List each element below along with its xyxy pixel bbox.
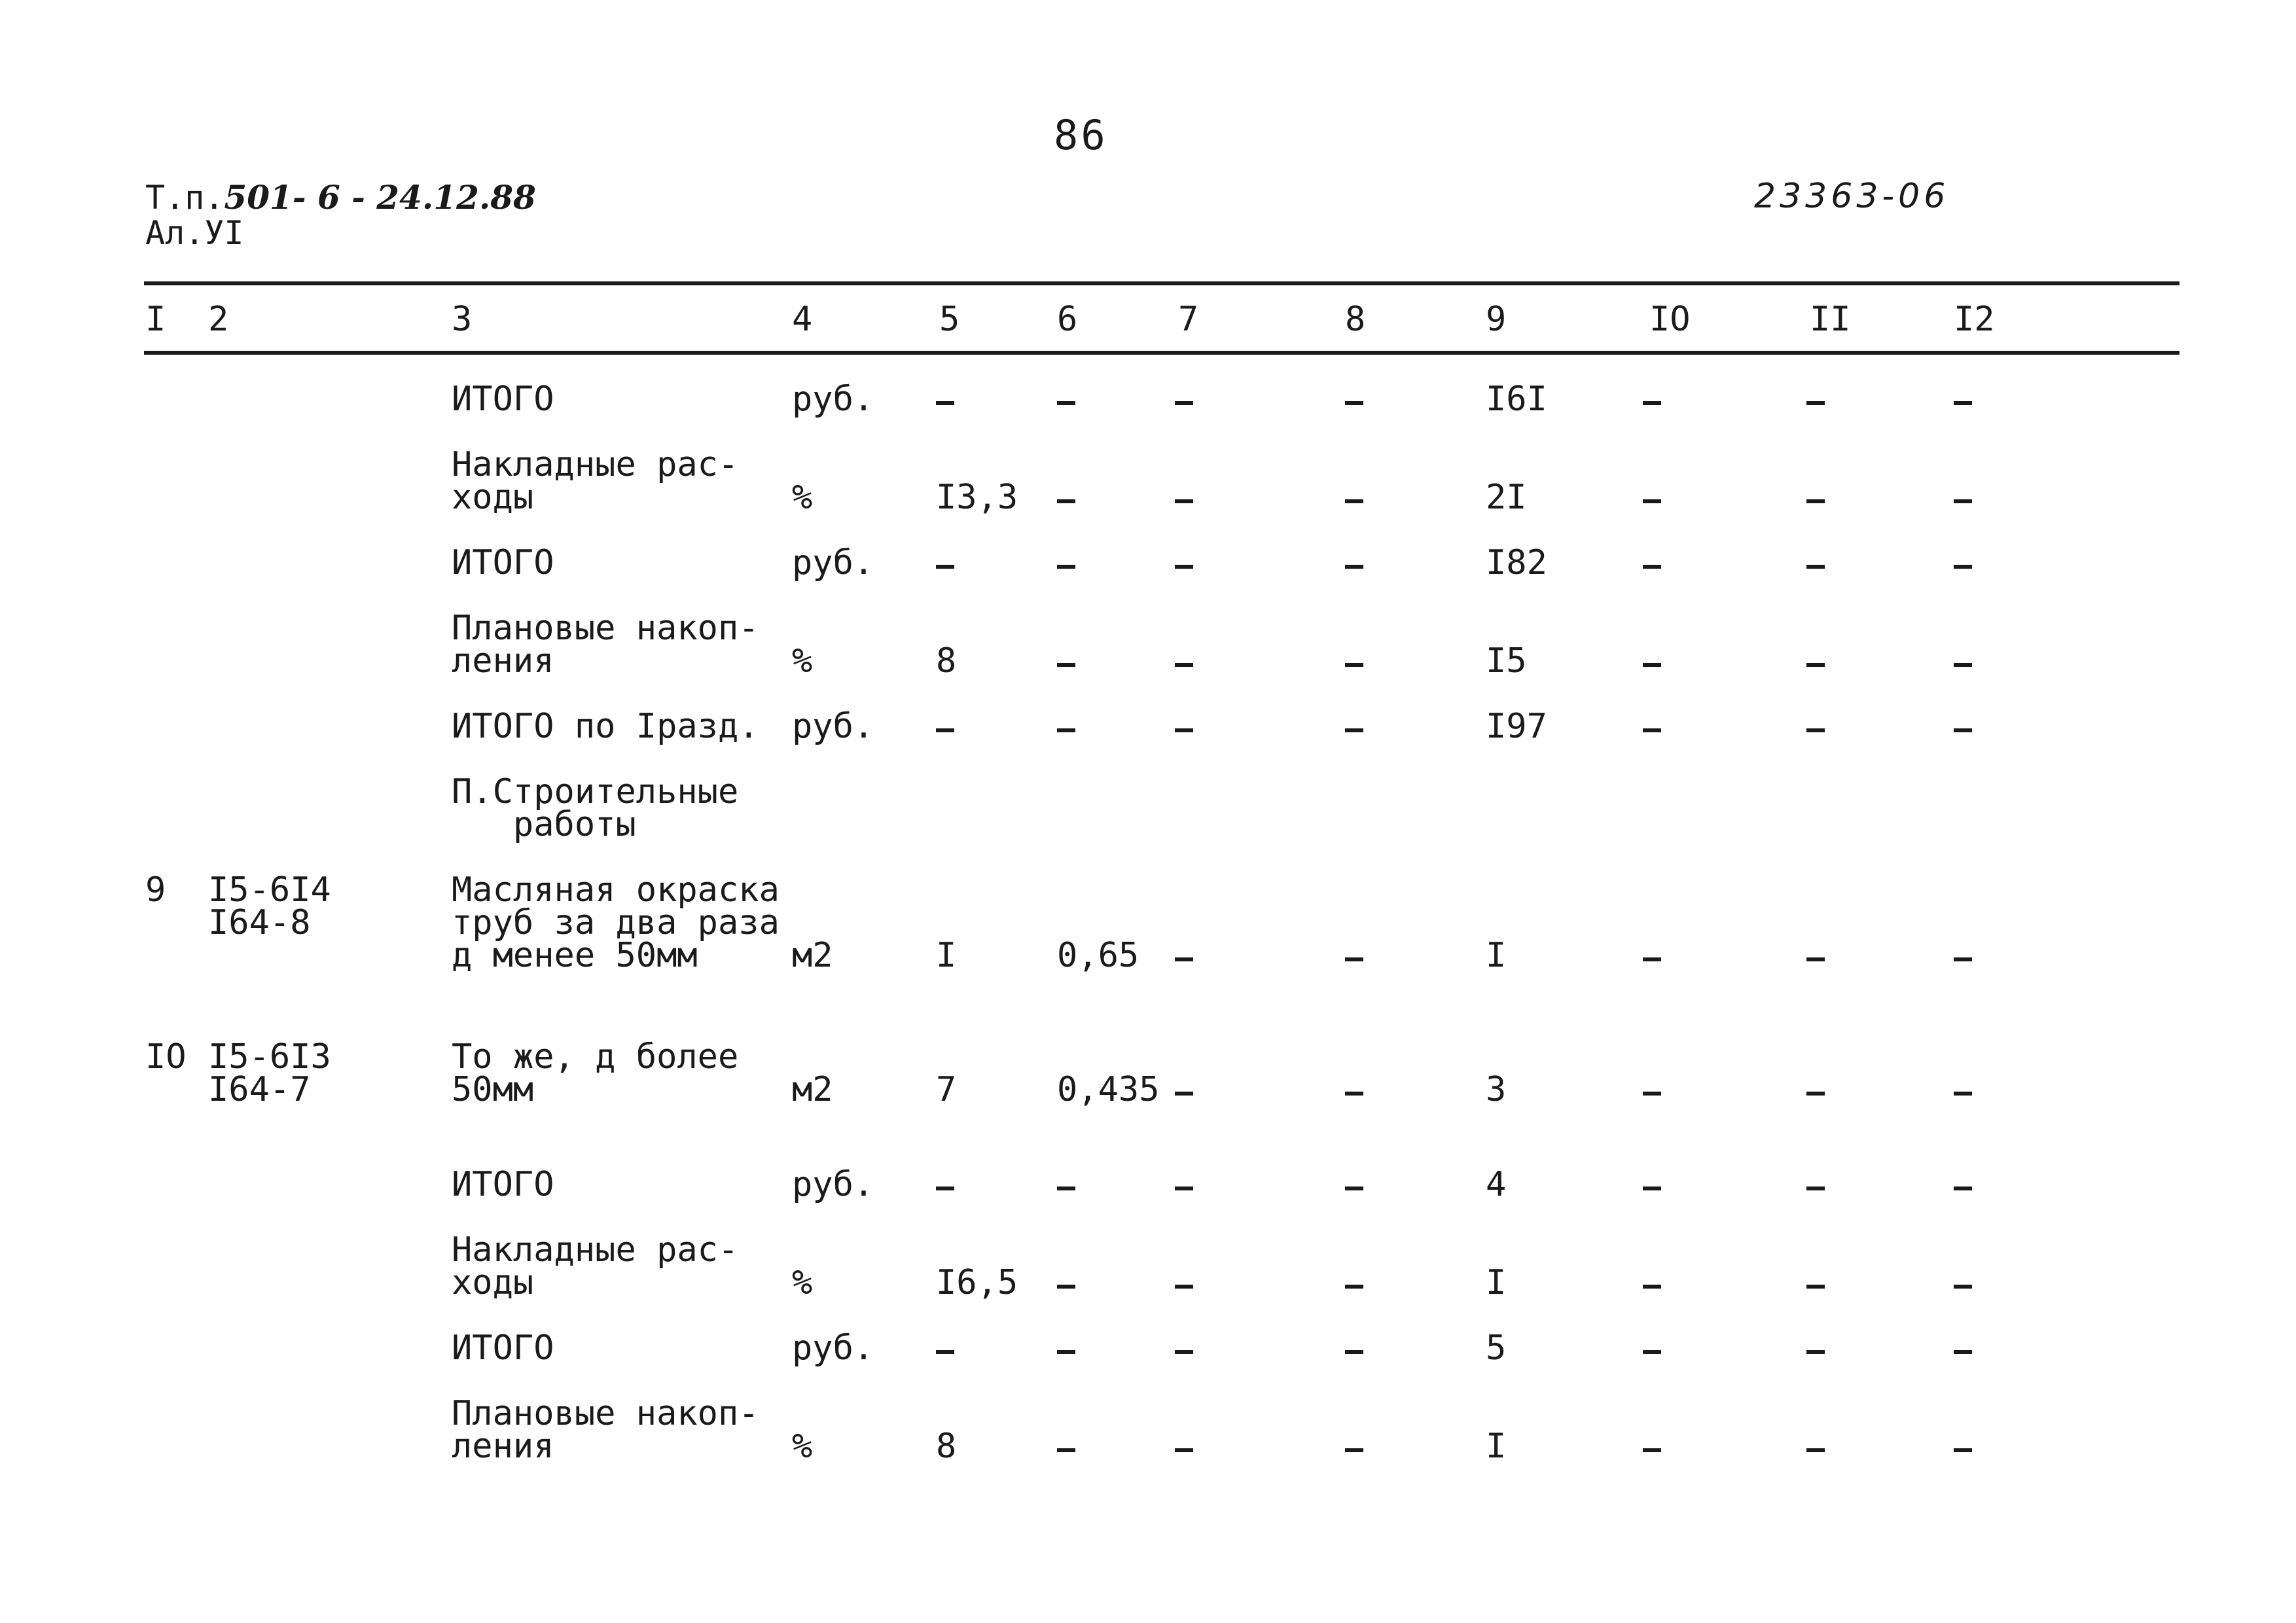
table-cell-c2: I5-6I4 I64-8 — [208, 870, 331, 942]
column-header-4: 4 — [792, 300, 813, 339]
dash-mark — [1954, 1448, 1972, 1452]
dash-mark — [1806, 1285, 1825, 1289]
dash-mark — [1345, 1186, 1363, 1190]
table-cell-c9: I — [1486, 1263, 1507, 1302]
dash-mark — [1345, 499, 1363, 503]
column-header-6: 6 — [1057, 300, 1078, 339]
dash-mark — [1057, 1186, 1075, 1190]
table-cell-c9: 3 — [1486, 1070, 1507, 1109]
dash-mark — [1345, 663, 1363, 667]
dash-mark — [1345, 1285, 1363, 1289]
dash-mark — [1643, 401, 1661, 405]
dash-mark — [1643, 663, 1661, 667]
dash-mark — [1057, 728, 1075, 732]
table-cell-name: Плановые накоп- ления — [452, 609, 759, 681]
dash-mark — [1954, 1285, 1972, 1289]
dash-mark — [936, 1350, 954, 1354]
table-cell-unit: руб. — [792, 543, 874, 582]
dash-mark — [1345, 728, 1363, 732]
dash-mark — [1954, 565, 1972, 569]
dash-mark — [1643, 957, 1661, 961]
dash-mark — [1175, 565, 1193, 569]
dash-mark — [1057, 1285, 1075, 1289]
album-label: Ал.УI — [145, 214, 244, 252]
table-cell-unit: руб. — [792, 380, 874, 419]
project-code-prefix: Т.п. — [145, 179, 224, 217]
dash-mark — [1057, 499, 1075, 503]
dash-mark — [1643, 1186, 1661, 1190]
table-cell-c9: I — [1486, 1427, 1507, 1466]
table-cell-c1: 9 — [145, 870, 166, 910]
dash-mark — [1345, 1448, 1363, 1452]
table-cell-c5: I6,5 — [936, 1263, 1018, 1302]
project-code-handwritten: 501- 6 - 24.12.88 — [224, 178, 536, 217]
dash-mark — [1643, 1448, 1661, 1452]
dash-mark — [1057, 663, 1075, 667]
table-cell-c5: 7 — [936, 1070, 957, 1109]
dash-mark — [1643, 565, 1661, 569]
dash-mark — [1806, 728, 1825, 732]
column-header-5: 5 — [939, 300, 960, 339]
dash-mark — [1057, 1350, 1075, 1354]
column-header-8: 8 — [1345, 300, 1366, 339]
project-code-line — [145, 180, 536, 215]
column-header-3: 3 — [452, 300, 473, 339]
table-cell-unit: руб. — [792, 1165, 874, 1204]
table-cell-c2: I5-6I3 I64-7 — [208, 1037, 331, 1109]
table-cell-name: Накладные рас- ходы — [452, 445, 739, 517]
table-cell-c9: I97 — [1486, 707, 1547, 746]
table-cell-name: Масляная окраска труб за два раза д менее 50мм — [452, 870, 780, 975]
table-cell-c6: 0,65 — [1057, 936, 1139, 975]
dash-mark — [1175, 728, 1193, 732]
table-cell-c5: 8 — [936, 1427, 957, 1466]
table-cell-c5: I — [936, 936, 957, 975]
column-header-7: 7 — [1178, 300, 1199, 339]
dash-mark — [1806, 401, 1825, 405]
dash-mark — [1954, 1186, 1972, 1190]
table-header-rule — [144, 351, 2179, 355]
dash-mark — [1954, 728, 1972, 732]
table-cell-c6: 0,435 — [1057, 1070, 1160, 1109]
table-cell-unit: м2 — [792, 1070, 833, 1109]
dash-mark — [1806, 565, 1825, 569]
dash-mark — [1345, 1092, 1363, 1096]
table-cell-unit: % — [792, 1263, 813, 1302]
column-header-11: II — [1810, 300, 1851, 339]
table-cell-c9: I — [1486, 936, 1507, 975]
dash-mark — [1806, 1448, 1825, 1452]
table-cell-c5: 8 — [936, 641, 957, 681]
table-cell-c9: I6I — [1486, 380, 1547, 419]
dash-mark — [1806, 663, 1825, 667]
dash-mark — [1643, 499, 1661, 503]
dash-mark — [1175, 499, 1193, 503]
dash-mark — [1806, 1092, 1825, 1096]
dash-mark — [1806, 1350, 1825, 1354]
table-cell-name: ИТОГО — [452, 1329, 554, 1368]
dash-mark — [1954, 401, 1972, 405]
table-cell-c5: I3,3 — [936, 478, 1018, 517]
dash-mark — [1175, 663, 1193, 667]
dash-mark — [1954, 1092, 1972, 1096]
table-cell-unit: % — [792, 1427, 813, 1466]
dash-mark — [1175, 1285, 1193, 1289]
table-top-rule — [144, 281, 2179, 285]
column-header-12: I2 — [1954, 300, 1995, 339]
dash-mark — [1954, 957, 1972, 961]
dash-mark — [936, 565, 954, 569]
dash-mark — [1806, 499, 1825, 503]
document-reference — [145, 180, 536, 251]
dash-mark — [1057, 565, 1075, 569]
dash-mark — [1175, 1186, 1193, 1190]
dash-mark — [1345, 401, 1363, 405]
table-cell-name: Плановые накоп- ления — [452, 1394, 759, 1466]
table-cell-unit: % — [792, 641, 813, 681]
table-cell-name: То же, д более 50мм — [452, 1037, 739, 1109]
table-cell-name: П.Строительные работы — [452, 772, 739, 844]
dash-mark — [1643, 1285, 1661, 1289]
column-header-10: IO — [1649, 300, 1691, 339]
page-number: 86 — [1054, 111, 1108, 159]
dash-mark — [1057, 1448, 1075, 1452]
table-cell-name: Накладные рас- ходы — [452, 1230, 739, 1302]
dash-mark — [1345, 957, 1363, 961]
table-cell-unit: % — [792, 478, 813, 517]
document-code: 23363-06 — [1754, 177, 1950, 216]
table-cell-unit: руб. — [792, 707, 874, 746]
dash-mark — [1643, 1092, 1661, 1096]
table-cell-c9: 4 — [1486, 1165, 1507, 1204]
table-cell-c9: I5 — [1486, 641, 1527, 681]
table-cell-unit: м2 — [792, 936, 833, 975]
dash-mark — [1643, 728, 1661, 732]
dash-mark — [1954, 499, 1972, 503]
dash-mark — [1806, 957, 1825, 961]
table-cell-c9: 5 — [1486, 1329, 1507, 1368]
dash-mark — [1175, 957, 1193, 961]
dash-mark — [1175, 1092, 1193, 1096]
dash-mark — [1057, 401, 1075, 405]
table-cell-c9: I82 — [1486, 543, 1547, 582]
dash-mark — [1345, 565, 1363, 569]
table-cell-name: ИТОГО — [452, 543, 554, 582]
table-cell-name: ИТОГО по Iразд. — [452, 707, 759, 746]
dash-mark — [1954, 663, 1972, 667]
dash-mark — [1175, 1448, 1193, 1452]
dash-mark — [936, 1186, 954, 1190]
table-cell-unit: руб. — [792, 1329, 874, 1368]
dash-mark — [1175, 401, 1193, 405]
table-cell-c1: IO — [145, 1037, 187, 1077]
dash-mark — [1954, 1350, 1972, 1354]
column-header-1: I — [145, 300, 166, 339]
dash-mark — [1643, 1350, 1661, 1354]
column-header-9: 9 — [1486, 300, 1507, 339]
dash-mark — [1806, 1186, 1825, 1190]
dash-mark — [936, 401, 954, 405]
table-cell-c9: 2I — [1486, 478, 1527, 517]
column-header-2: 2 — [208, 300, 229, 339]
dash-mark — [936, 728, 954, 732]
table-cell-name: ИТОГО — [452, 380, 554, 419]
dash-mark — [1175, 1350, 1193, 1354]
table-cell-name: ИТОГО — [452, 1165, 554, 1204]
dash-mark — [1345, 1350, 1363, 1354]
